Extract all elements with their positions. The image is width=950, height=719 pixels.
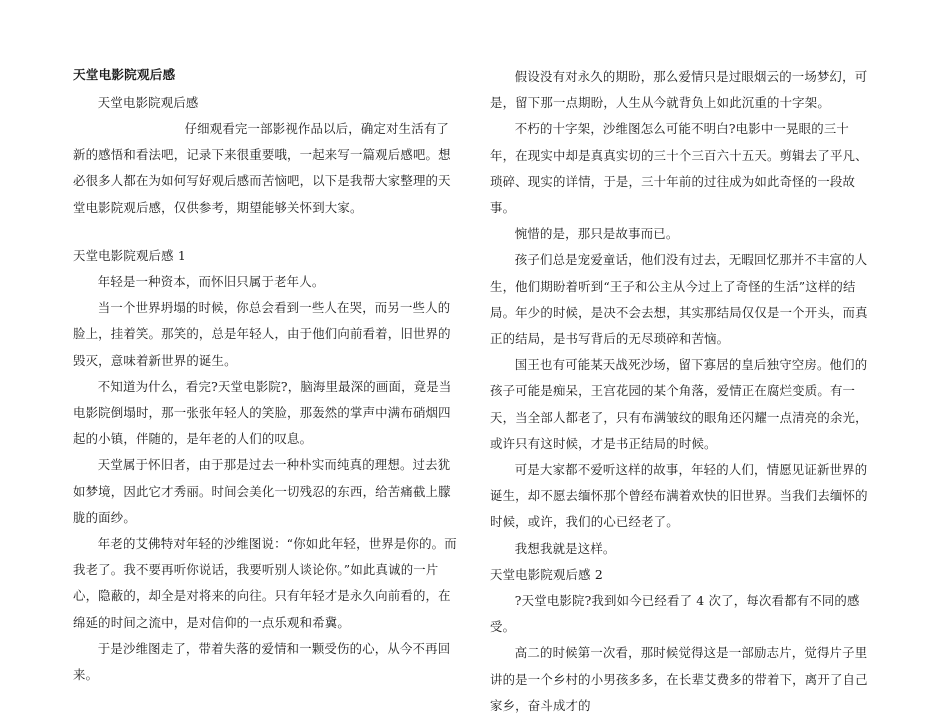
paragraph: 可是大家都不爱听这样的故事，年轻的人们，情愿见证新世界的诞生，却不愿去缅怀那个曾经布满着欢快的旧世界。当我们去缅怀的时候，或许，我们的心已经老了。 (490, 462, 868, 530)
paragraph: 天堂属于怀旧者，由于那是过去一种朴实而纯真的理想。过去犹如梦境，因此它才秀丽。时间会美化一切残忍的东西，给苦痛截上朦胧的面纱。 (73, 457, 451, 525)
paragraph: 不朽的十字架，沙维图怎么可能不明白?电影中一晃眼的三十年，在现实中却是真真实切的三十个三百六十五天。剪辑去了平凡、琐碎、现实的详情，于是，三十年前的过往成为如此奇怪的一段故事。 (490, 121, 868, 216)
right-column (490, 64, 874, 719)
document-subtitle: 天堂电影院观后感 (97, 95, 199, 110)
paragraph: 不知道为什么，看完?天堂电影院?，脑海里最深的画面，竟是当电影院倒塌时，那一张张年轻人的笑脸，那轰然的掌声中满布硝烟四起的小镇，伴随的，是年老的人们的叹息。 (73, 378, 452, 447)
paragraph: ?天堂电影院?我到如今已经看了 4 次了，每次看都有不同的感受。 (490, 593, 860, 635)
paragraph: 年轻是一种资本，而怀旧只属于老年人。 (97, 274, 325, 290)
left-column (73, 64, 457, 688)
paragraph: 当一个世界坍塌的时候，你总会看到一些人在哭，而另一些人的脸上，挂着笑。那笑的，总是年轻人，由于他们向前看着，旧世界的毁灭，意味着新世界的诞生。 (73, 300, 451, 368)
paragraph: 孩子们总是宠爱童话，他们没有过去，无暇回忆那并不丰富的人生，他们期盼着听到“王子和公主从今过上了奇怪的生活”这样的结局。年少的时候，是决不会去想，其实那结局仅仅是一个开头，而真正的结局，是书写背后的无尽琐碎和苦恼。 (490, 252, 868, 347)
intro-paragraph: 仔细观看完一部影视作品以后，确定对生活有了新的感悟和看法吧，记录下来很重要哦，一起来写一篇观后感吧。想必很多人都在为如何写好观后感而苦恼吧，以下是我帮大家整理的天堂电影院观后感，仅供参考，期望能够关怀到大家。 (73, 121, 451, 215)
section-heading-2: 天堂电影院观后感 2 (490, 566, 603, 582)
paragraph: 国王也有可能某天战死沙场，留下寡居的皇后独守空房。他们的孩子可能是痴呆，王宫花园的某个角落，爱情正在腐烂变质。有一天，当全部人都老了，只有布满皱纹的眼角还闪耀一点清亮的余光，或许只有这时候，才是书正结局的时候。 (490, 357, 868, 451)
spacer (73, 221, 457, 243)
paragraph: 我想我就是这样。 (514, 540, 616, 556)
section-heading-1: 天堂电影院观后感 1 (73, 247, 186, 263)
paragraph: 惋惜的是，那只是故事而已。 (514, 226, 679, 242)
paragraph: 假设没有对永久的期盼，那么爱情只是过眼烟云的一场梦幻，可是，留下那一点期盼，人生从今就背负上如此沉重的十字架。 (490, 69, 868, 111)
paragraph: 年老的艾佛特对年轻的沙维图说：“你如此年轻，世界是你的。而我老了。我不要再听你说话，我要听别人谈论你。”如此真诚的一片心，隐蔽的，却全是对将来的向往。只有年轻才是永久向前看的，在绵延的时间之流中，是对信仰的一点乐观和希冀。 (73, 536, 457, 630)
paragraph: 于是沙维图走了，带着失落的爱情和一颗受伤的心，从今不再回来。 (73, 640, 451, 683)
paragraph: 高二的时候第一次看，那时候觉得这是一部励志片，觉得片子里讲的是一个乡村的小男孩多多，在长辈艾费多的带着下，离开了自己家乡，奋斗成才的 (490, 645, 868, 713)
document-title: 天堂电影院观后感 (73, 67, 176, 82)
